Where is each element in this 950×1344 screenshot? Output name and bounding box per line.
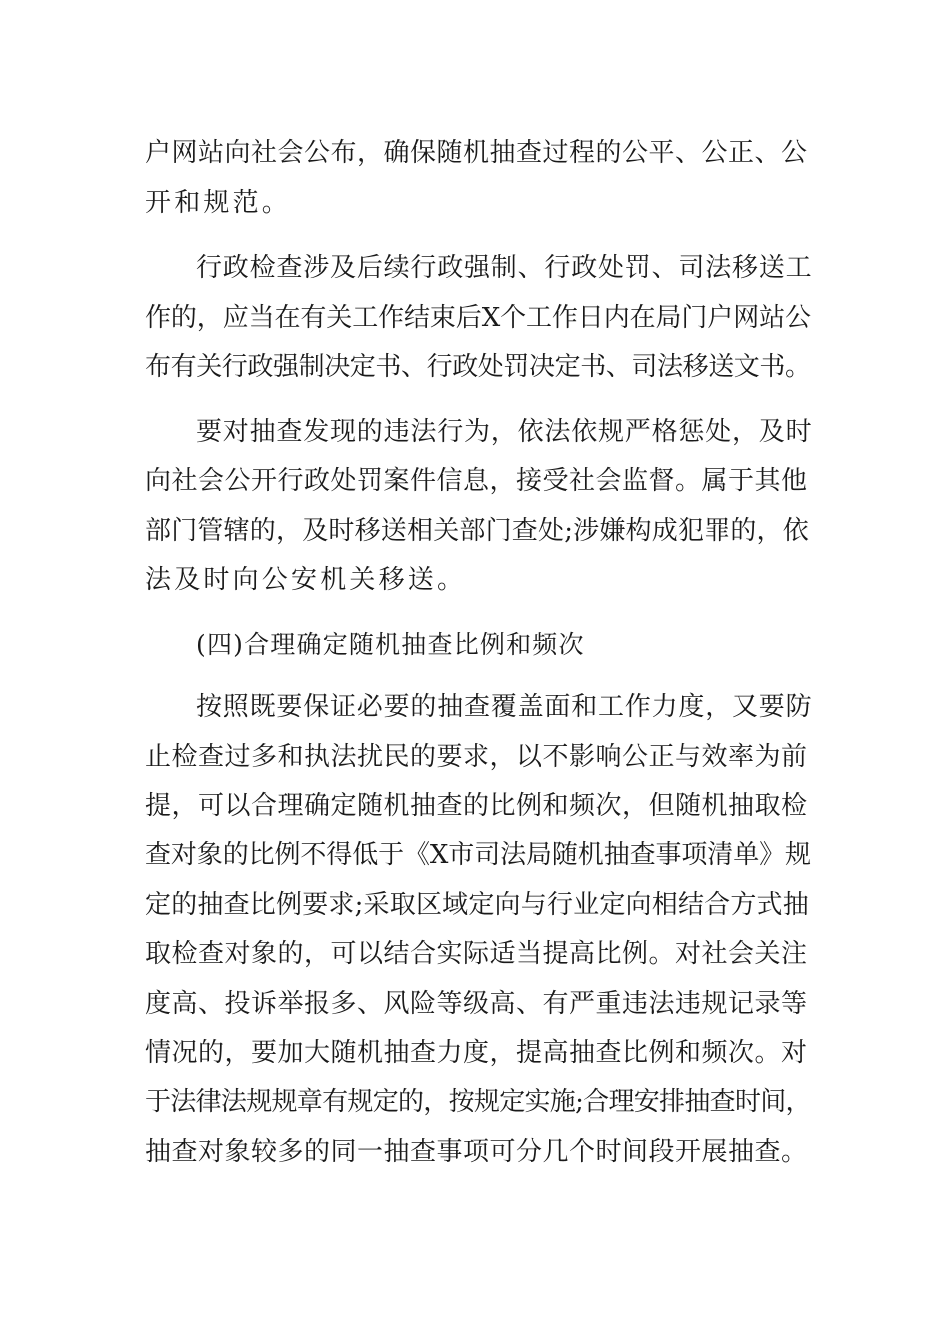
section-heading: (四)合理确定随机抽查比例和频次 [196,630,585,659]
paragraph-line: 向社会公开行政处罚案件信息，接受社会监督。属于其他 [145,466,808,496]
paragraph-line: 布有关行政强制决定书、行政处罚决定书、司法移送文书。 [145,352,811,382]
paragraph-line: 法及时向公安机关移送。 [145,565,467,595]
paragraph-line: 部门管辖的，及时移送相关部门查处;涉嫌构成犯罪的，依 [145,516,809,546]
paragraph-line: 情况的，要加大随机抽查力度，提高抽查比例和频次。对 [145,1038,808,1068]
paragraph-line: 行政检查涉及后续行政强制、行政处罚、司法移送工 [196,253,813,283]
paragraph-line: 按照既要保证必要的抽查覆盖面和工作力度，又要防 [196,692,813,722]
paragraph-line: 要对抽查发现的违法行为，依法依规严格惩处，及时 [196,417,813,447]
paragraph-line: 开和规范。 [145,188,292,218]
paragraph-line: 定的抽查比例要求;采取区域定向与行业定向相结合方式抽 [145,890,809,920]
paragraph-line: 于法律法规规章有规定的，按规定实施;合理安排抽查时间， [145,1087,811,1117]
paragraph-line: 取检查对象的，可以结合实际适当提高比例。对社会关注 [145,939,808,969]
paragraph-line: 查对象的比例不得低于《X市司法局随机抽查事项清单》规 [145,840,811,870]
paragraph-line: 户网站向社会公布，确保随机抽查过程的公平、公正、公 [145,138,808,168]
paragraph-line: 度高、投诉举报多、风险等级高、有严重违法违规记录等 [145,989,808,1019]
paragraph-line: 提，可以合理确定随机抽查的比例和频次，但随机抽取检 [145,791,808,821]
paragraph-line: 抽查对象较多的同一抽查事项可分几个时间段开展抽查。 [145,1137,808,1167]
paragraph-line: 止检查过多和执法扰民的要求，以不影响公正与效率为前 [145,742,808,772]
paragraph-line: 作的，应当在有关工作结束后X个工作日内在局门户网站公 [145,303,811,333]
